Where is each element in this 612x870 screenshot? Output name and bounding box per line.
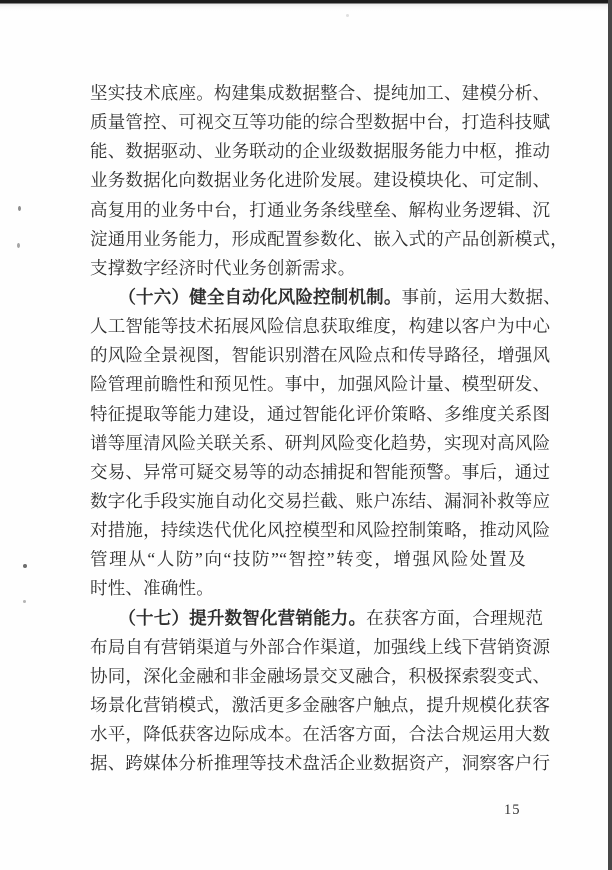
text-line: 特征提取等能力建设，通过智能化评价策略、多维度关系图	[90, 403, 551, 424]
text-line: 场景化营销模式，激活更多金融客户触点，提升规模化获客	[90, 694, 551, 715]
text-line: 质量管控、可视交互等功能的综合型数据中台，打造科技赋	[90, 112, 551, 133]
text-line: 的风险全景视图，智能识别潜在风险点和传导路径，增强风	[90, 345, 551, 366]
text-line-section-17	[90, 605, 544, 634]
text-line: 据、跨媒体分析推理等技术盘活企业数据资产，洞察客户行	[90, 753, 551, 774]
scan-edge-right	[608, 0, 612, 870]
text-line: 时性、准确性。	[90, 578, 214, 599]
text-line: 能、数据驱动、业务联动的企业级数据服务能力中枢，推动	[90, 141, 551, 162]
text-line: 高复用的业务中台，打通业务条线壁垒、解构业务逻辑、沉	[90, 199, 551, 220]
document-body-text	[90, 80, 568, 779]
text-line: 数字化手段实施自动化交易拦截、账户冻结、漏洞补救等应	[90, 490, 551, 511]
scan-edge-top	[0, 0, 612, 11]
text-run: 在获客方面，合理规范	[366, 607, 544, 628]
scan-speck	[17, 243, 20, 248]
text-line: 交易、异常可疑交易等的动态捕捉和智能预警。事后，通过	[90, 461, 551, 482]
text-line: 谱等厘清风险关联关系、研判风险变化趋势，实现对高风险	[90, 432, 551, 453]
text-line: 管理从“人防”向“技防”“智控”转变，增强风险处置及	[90, 549, 526, 570]
text-line: 对措施，持续迭代优化风控模型和风险控制策略，推动风险	[90, 520, 551, 541]
text-line: 水平，降低获客边际成本。在活客方面，合法合规运用大数	[90, 724, 551, 745]
section-17-heading: （十七）提升数智化营销能力。	[118, 607, 367, 628]
text-line: 协同，深化金融和非金融场景交叉融合，积极探索裂变式、	[90, 665, 551, 686]
section-16-heading: （十六）健全自动化风险控制机制。	[118, 286, 402, 307]
text-line: 淀通用业务能力，形成配置参数化、嵌入式的产品创新模式，	[90, 228, 568, 249]
text-line: 人工智能等技术拓展风险信息获取维度，构建以客户为中心	[90, 316, 551, 337]
text-line: 支撑数字经济时代业务创新需求。	[90, 257, 356, 278]
page-number: 15	[504, 802, 521, 818]
scan-speck	[346, 14, 349, 17]
scan-speck	[23, 564, 27, 568]
text-line: 险管理前瞻性和预见性。事中，加强风险计量、模型研发、	[90, 374, 551, 395]
text-line: 布局自有营销渠道与外部合作渠道，加强线上线下营销资源	[90, 636, 551, 657]
scan-speck	[23, 600, 26, 603]
text-line: 业务数据化向数据业务化进阶发展。建设模块化、可定制、	[90, 170, 551, 191]
text-line: 坚实技术底座。构建集成数据整合、提纯加工、建模分析、	[90, 83, 551, 103]
text-line-section-16	[90, 284, 561, 313]
scan-speck	[18, 206, 21, 211]
text-run: 事前，运用大数据、	[401, 286, 561, 307]
